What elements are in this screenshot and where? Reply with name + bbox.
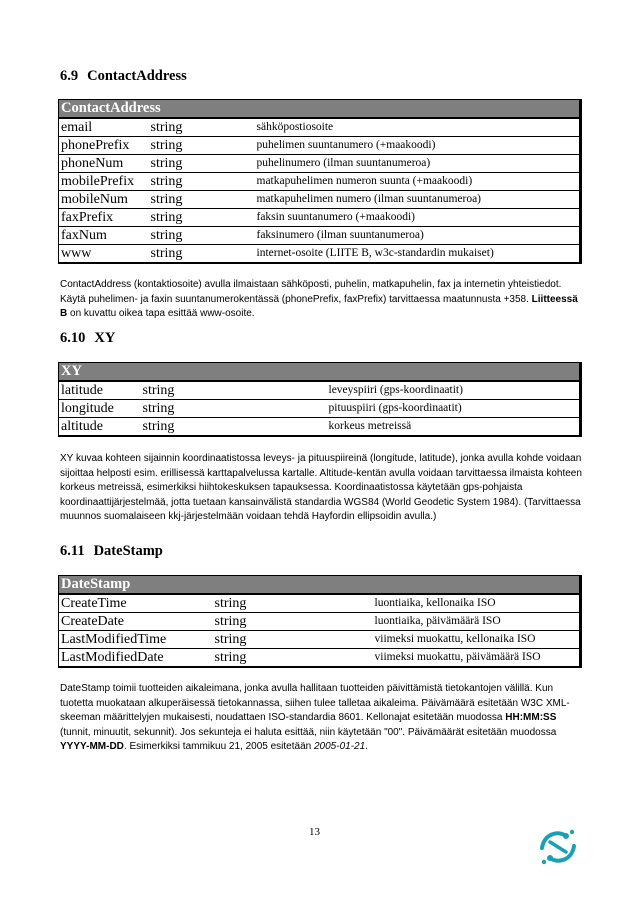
field-name: CreateTime (59, 594, 213, 613)
field-type: string (149, 209, 255, 227)
section-title: ContactAddress (87, 68, 187, 84)
table-header: ContactAddress (59, 100, 581, 119)
field-type: string (149, 245, 255, 264)
table-row (59, 137, 581, 155)
para-bold-text: HH:MM:SS (505, 712, 557, 724)
field-desc: pituuspiiri (gps-koordinaatit) (327, 400, 581, 418)
table-row (59, 613, 581, 631)
logo-icon (536, 826, 580, 873)
field-type: string (141, 381, 327, 400)
field-type: string (149, 118, 255, 137)
para-text: ContactAddress (kontaktiosoite) avulla ilmaistaan sähköposti, puhelin, matkapuhelin, fax ja internetin yhteistiedot. Käytä puhelimen- ja faxin suuntanumerokentässä (phonePrefix, faxPrefix) tarvittaessa maatunnusta +358. (60, 279, 562, 305)
table-row (59, 191, 581, 209)
field-type: string (149, 173, 255, 191)
field-desc: puhelimen suuntanumero (+maakoodi) (255, 137, 581, 155)
para-text: on kuvattu oikea tapa esittää www-osoite. (67, 308, 255, 320)
table-header: XY (59, 363, 581, 382)
section-title: XY (94, 330, 116, 346)
field-name: LastModifiedTime (59, 631, 213, 649)
section-number: 6.11 (60, 543, 85, 559)
contactaddress-table (58, 99, 582, 264)
field-desc: puhelinumero (ilman suuntanumeroa) (255, 155, 581, 173)
field-desc: viimeksi muokattu, päivämäärä ISO (373, 649, 581, 668)
para-text: . Esimerkiksi tammikuu 21, 2005 esitetään (123, 741, 314, 753)
field-type: string (141, 418, 327, 437)
field-name: www (59, 245, 149, 264)
field-name: faxNum (59, 227, 149, 245)
table-row (59, 418, 581, 437)
table-row (59, 227, 581, 245)
contactaddress-description (60, 278, 582, 322)
section-heading-6-11 (60, 543, 163, 560)
table-row (59, 155, 581, 173)
section-title: DateStamp (93, 543, 163, 559)
field-name: phonePrefix (59, 137, 149, 155)
table-row (59, 594, 581, 613)
field-type: string (141, 400, 327, 418)
field-type: string (213, 631, 373, 649)
section-heading-6-10 (60, 330, 115, 347)
table-row (59, 118, 581, 137)
table-row (59, 381, 581, 400)
field-desc: sähköpostiosoite (255, 118, 581, 137)
xy-description: XY kuvaa kohteen sijainnin koordinaatistossa leveys- ja pituuspiireinä (longitude, latitude), jonka avulla kohde voidaan sijoittaa helposti esim. erillisessä karttapalvelussa kartalle. Altitude-kentän avulla voidaan tarvittaessa ilmaista kohteen korkeus metreissä, esimerkiksi hiihtokeskuksen tapauksessa. Koordinaatistossa käytetään gps-pohjaista koordinaattijärjestelmää, jotta tuetaan kansainvälistä standardia WGS84 (World Geodetic System 1984). (Tarvittaessa muunnos suomalaiseen kkj-järjestelmään voidaan tehdä Hayfordin ellipsoidin avulla.) (60, 453, 582, 523)
field-name: longitude (59, 400, 141, 418)
field-desc: leveyspiiri (gps-koordinaatit) (327, 381, 581, 400)
table-row (59, 173, 581, 191)
field-type: string (149, 155, 255, 173)
table-row (59, 245, 581, 264)
para-text: DateStamp toimii tuotteiden aikaleimana, jonka avulla hallitaan tuotteiden päivittämistä tietokantojen välillä. Kun tuotetta muokataan alkuperäisessä tietokannassa, siihen tulee talletaa aikaleima. Päivämäärä esitetään W3C XML-skeeman määrittelyjen mukaisesti, noudattaen ISO-standardia 8601. Kellonajat esitetään muodossa (60, 683, 570, 724)
field-name: email (59, 118, 149, 137)
para-text: . (365, 741, 368, 753)
table-row (59, 209, 581, 227)
field-desc: matkapuhelimen numero (ilman suuntanumeroa) (255, 191, 581, 209)
field-name: LastModifiedDate (59, 649, 213, 668)
field-desc: korkeus metreissä (327, 418, 581, 437)
field-type: string (213, 594, 373, 613)
field-type: string (149, 227, 255, 245)
field-desc: luontiaika, päivämäärä ISO (373, 613, 581, 631)
field-name: CreateDate (59, 613, 213, 631)
table-row (59, 400, 581, 418)
field-type: string (213, 613, 373, 631)
para-text: (tunnit, minuutit, sekunnit). Jos sekunteja ei haluta esittää, niin käytetään "00". Päivämäärät esitetään muodossa (60, 726, 557, 738)
para-bold-text: Liitteessä B (60, 293, 578, 320)
field-desc: matkapuhelimen numeron suunta (+maakoodi) (255, 173, 581, 191)
page-number: 13 (309, 826, 320, 838)
field-name: mobilePrefix (59, 173, 149, 191)
field-name: mobileNum (59, 191, 149, 209)
field-name: faxPrefix (59, 209, 149, 227)
field-type: string (149, 191, 255, 209)
field-desc: internet-osoite (LIITE B, w3c-standardin mukaiset) (255, 245, 581, 264)
field-name: latitude (59, 381, 141, 400)
table-row (59, 631, 581, 649)
table-header: DateStamp (59, 576, 581, 595)
section-number: 6.9 (60, 68, 79, 84)
table-row (59, 649, 581, 668)
section-heading-6-9 (60, 68, 187, 85)
para-italic-text: 2005-01-21 (314, 741, 366, 753)
field-type: string (213, 649, 373, 668)
xy-table (58, 362, 582, 437)
field-name: phoneNum (59, 155, 149, 173)
field-desc: faksin suuntanumero (+maakoodi) (255, 209, 581, 227)
field-desc: luontiaika, kellonaika ISO (373, 594, 581, 613)
datestamp-description (60, 682, 582, 755)
section-number: 6.10 (60, 330, 86, 346)
field-desc: viimeksi muokattu, kellonaika ISO (373, 631, 581, 649)
para-bold-text: YYYY-MM-DD (60, 741, 124, 753)
field-type: string (149, 137, 255, 155)
datestamp-table (58, 575, 582, 668)
field-desc: faksinumero (ilman suuntanumeroa) (255, 227, 581, 245)
field-name: altitude (59, 418, 141, 437)
